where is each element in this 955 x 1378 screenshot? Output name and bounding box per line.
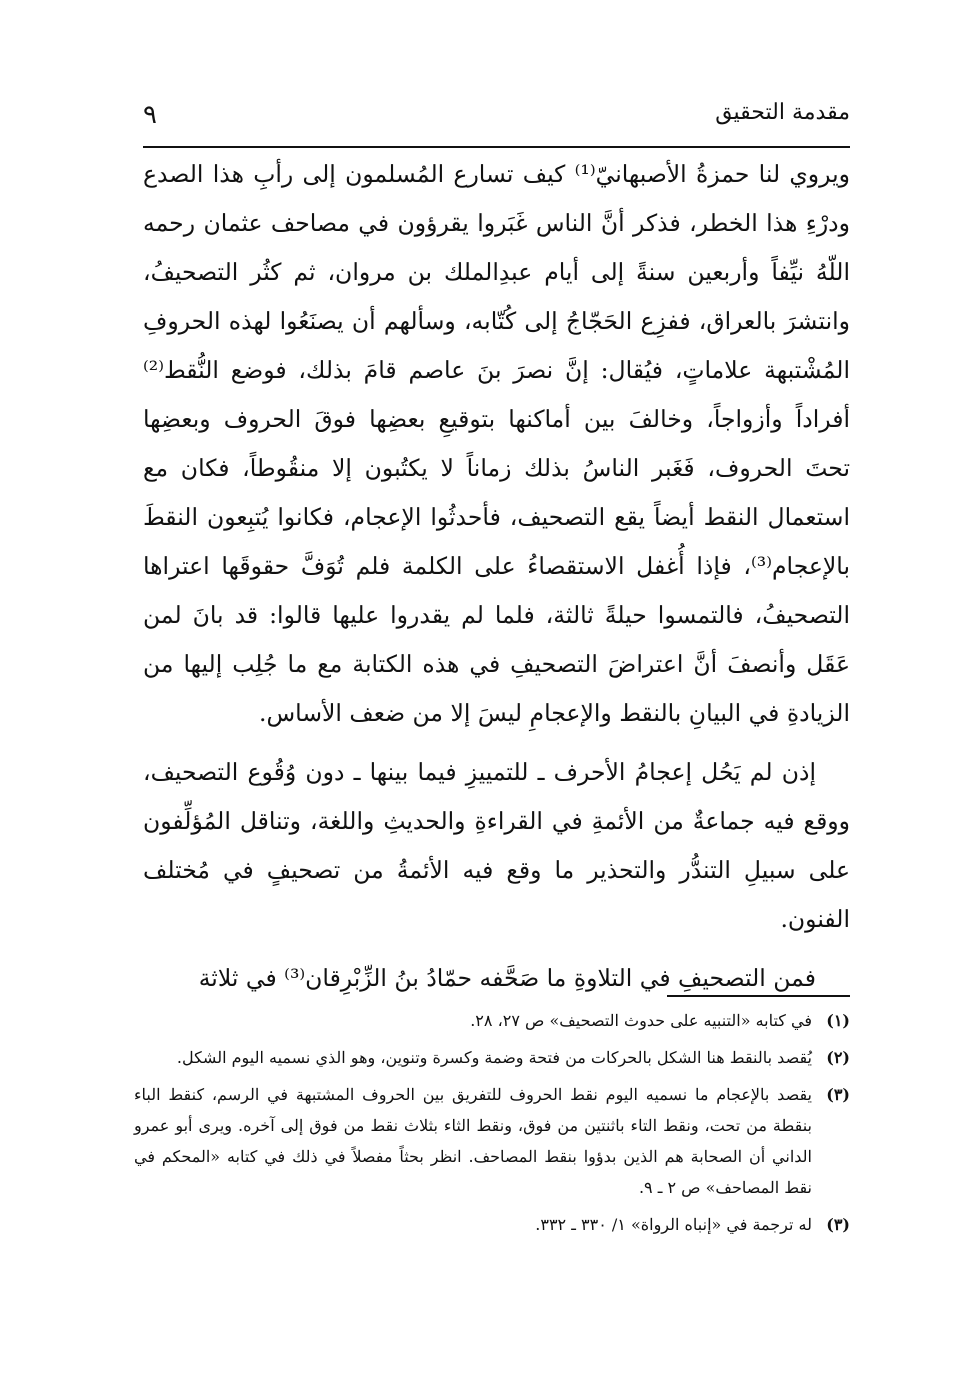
header-rule bbox=[143, 146, 850, 148]
footnote-3 bbox=[134, 1079, 850, 1203]
footnote-4 bbox=[134, 1209, 850, 1240]
body-paragraph-1: ويروي لنا حمزةُ الأصبهانيّ⁽¹⁾ كيف تسارع المُسلمون إلى رأبِ هذا الصدع ودرْءِ هذا الخطر، فذكر أنَّ الناس غَبَروا يقرؤون في مصاحف عثمان رحمه اللّهُ نيِّفاً وأربعين سنةً إلى أيام عبدِالملك بن مروان، ثم كثُر التصحيفُ، وانتشرَ بالعراق، ففزِع الحَجّاجُ إلى كُتّابه، وسألهم أن يصنَعُوا لهذه الحروفِ المُشْتبهة علاماتٍ، فيُقال: إنَّ نصرَ بنَ عاصم قامَ بذلك، فوضع النُّقط⁽²⁾ أفراداً وأزواجاً، وخالفَ بين أماكنها بتوقيعِ بعضِها فوقَ الحروف وبعضِها تحتَ الحروف، فَغَبر الناسُ بذلك زماناً لا يكتُبون إلا منقُوطاً، فكان مع استعمال النقط أيضاً يقع التصحيف، فأحدثُوا الإعجام، فكانوا يُتبِعون النقطَ بالإعجام⁽³⁾، فإذا أُغفل الاستقصاءُ على الكلمة فلم تُوَفَّ حقوقَها اعتراها التصحيفُ، فالتمسوا حيلةً ثالثة، فلما لم يقدروا عليها قالوا: قد بانَ لمن عَقَل وأنصفَ أنَّ اعتراضَ التصحيفِ في هذه الكتابة مع ما جُلِب إليها من الزيادةِ في البيانِ بالنقط والإعجامِ ليسَ إلا من ضعف الأساس. bbox=[143, 160, 850, 727]
page-header bbox=[143, 98, 850, 138]
footnote-text: له ترجمة في «إنباه الرواة» ١/ ٣٣٠ ـ ٣٣٢. bbox=[535, 1215, 812, 1234]
footnote-marker: (٣) bbox=[826, 1215, 850, 1234]
running-title: مقدمة التحقيق bbox=[715, 100, 850, 125]
footnote-text: يقصد بالإعجام ما نسميه اليوم نقط الحروف للتفريق بين الحروف المشتبهة في الرسم، كنقط الباء بنقطة من تحت، ونقط التاء باثنتين من فوق، ونقط الثاء بثلاث نقط من فوق إلى آخره. ويرى أبو عمرو الداني أن الصحابة هم الذين بدؤوا بنقط المصاحف. انظر بحثاً مفصلاً في ذلك في كتابه «المحكم في نقط المصاحف» ص ٢ ـ ٩. bbox=[134, 1085, 812, 1197]
footnote-1 bbox=[134, 1005, 850, 1036]
footnote-2 bbox=[134, 1042, 850, 1073]
body-paragraph-3: فمن التصحيفِ في التلاوةِ ما صَحَّفه حمّادُ بنُ الزِّبْرِقان⁽³⁾ في ثلاثة bbox=[198, 964, 816, 992]
footnote-marker: (٣) bbox=[826, 1085, 850, 1104]
footnote-marker: (١) bbox=[826, 1011, 850, 1030]
footnotes bbox=[134, 1005, 850, 1246]
body-paragraph-2: إذن لم يَحُل إعجامُ الأحرف ـ للتمييزِ فيما بينها ـ دون وُقُوع التصحيف، ووقع فيه جماعةٌ من الأئمةِ في القراءةِ والحديثِ واللغة، وتناقل المُؤلِّفون على سبيلِ التندُّر والتحذير ما وقع فيه الأئمةُ من تصحيفٍ في مُختلف الفنون. bbox=[143, 758, 850, 933]
footnote-marker: (٢) bbox=[826, 1048, 850, 1067]
page-number: ٩ bbox=[143, 100, 157, 130]
footnote-text: يُقصد بالنقط هنا الشكل بالحركات من فتحة وضمة وكسرة وتنوين، وهو الذي نسميه اليوم الشكل. bbox=[176, 1048, 812, 1067]
footnote-text: في كتابه «التنبيه على حدوث التصحيف» ص ٢٧، ٢٨. bbox=[470, 1011, 812, 1030]
footnote-rule bbox=[667, 995, 850, 997]
main-text bbox=[143, 150, 850, 1003]
